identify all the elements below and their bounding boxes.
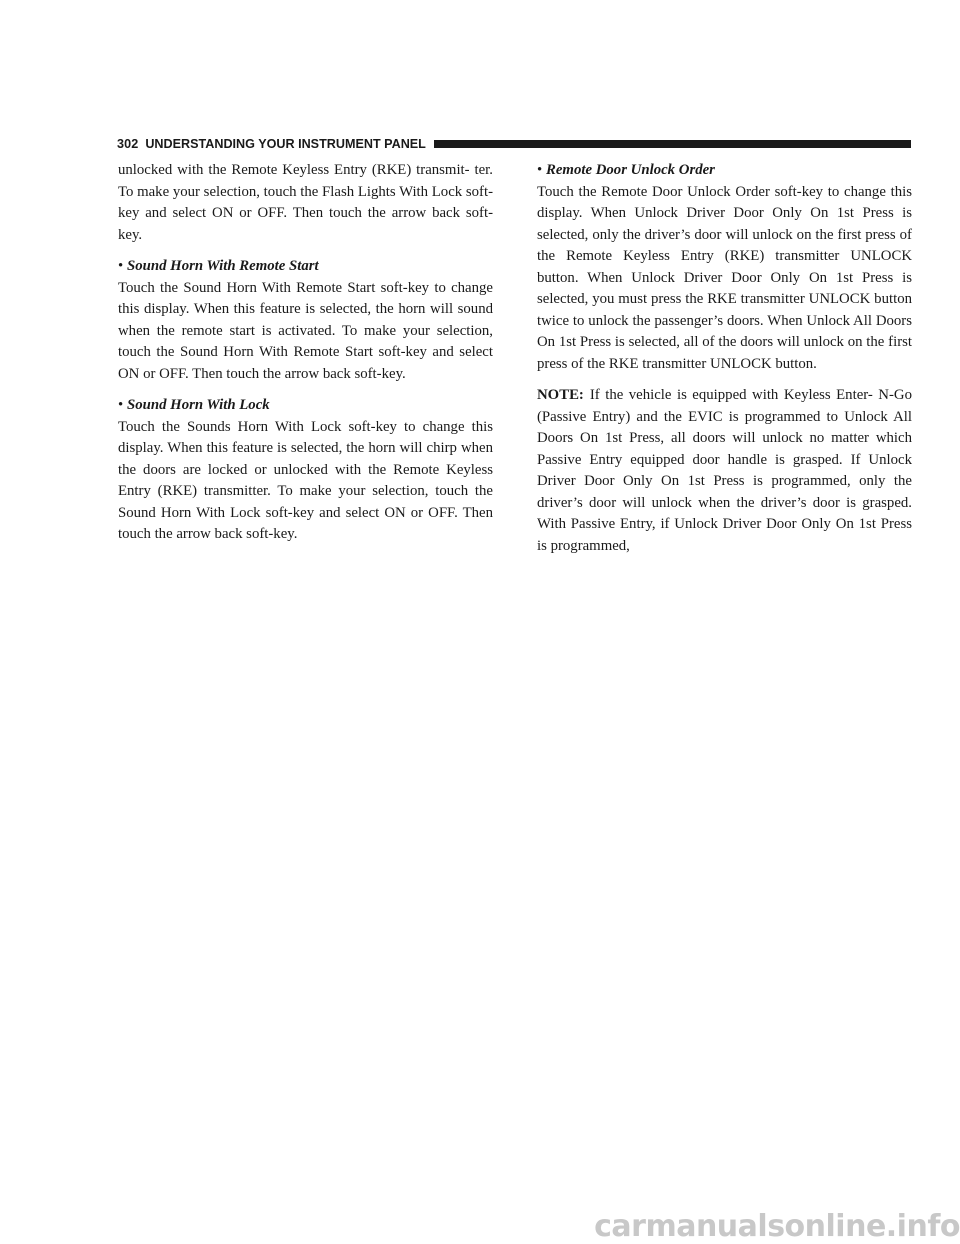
bullet-icon: • bbox=[537, 162, 543, 178]
header-rule bbox=[434, 140, 911, 148]
bullet-heading-remote-door-unlock-order bbox=[537, 160, 912, 182]
bullet-icon: • bbox=[118, 258, 124, 274]
paragraph: Touch the Sound Horn With Remote Start soft-key to change this display. When this feature is selected, the horn will sound when the remote start is activated. To make your selection, touch the Sound Horn With Remote Start soft-key and select ON or OFF. Then touch the arrow back soft-key. bbox=[118, 279, 493, 382]
right-column bbox=[537, 160, 912, 567]
bullet-title: Remote Door Unlock Order bbox=[546, 162, 715, 178]
note-paragraph bbox=[537, 385, 912, 557]
watermark bbox=[594, 1202, 960, 1242]
page-header bbox=[117, 134, 911, 154]
left-column bbox=[118, 160, 493, 556]
watermark-text: carmanualsonline.info bbox=[594, 1209, 960, 1244]
paragraph: Touch the Remote Door Unlock Order soft-key to change this display. When Unlock Driver Door Only On 1st Press is selected, only the driver’s door will unlock on the first press of the Remote Keyless Entry (RKE) transmitter UNLOCK button. When Unlock Driver Door Only On 1st Press is selected, you must press the RKE transmitter UNLOCK button twice to unlock the passenger’s doors. When Unlock All Doors On 1st Press is selected, all of the doors will unlock on the first press of the RKE transmitter UNLOCK button. bbox=[537, 183, 912, 372]
bullet-heading-sound-horn-remote-start bbox=[118, 256, 493, 278]
bullet-title: Sound Horn With Lock bbox=[127, 397, 270, 413]
paragraph: Touch the Sounds Horn With Lock soft-key to change this display. When this feature is selected, the horn will chirp when the doors are locked or unlocked with the Remote Keyless Entry (RKE) transmitter. To make your selection, touch the Sound Horn With Lock soft-key and select ON or OFF. Then touch the arrow back soft-key. bbox=[118, 418, 493, 542]
bullet-heading-sound-horn-lock bbox=[118, 395, 493, 417]
page-number: 302 bbox=[117, 137, 139, 151]
note-label: NOTE: bbox=[537, 387, 584, 403]
bullet-icon: • bbox=[118, 397, 124, 413]
note-text: If the vehicle is equipped with Keyless Enter- N-Go (Passive Entry) and the EVIC is programmed to Unlock All Doors On 1st Press, all doors will unlock no matter which Passive Entry equipped door handle is grasped. If Unlock Driver Door Only On 1st Press is programmed, only the driver’s door will unlock when the driver’s door is grasped. With Passive Entry, if Unlock Driver Door Only On 1st Press is programmed, bbox=[537, 387, 912, 554]
section-title: UNDERSTANDING YOUR INSTRUMENT PANEL bbox=[145, 137, 426, 151]
bullet-title: Sound Horn With Remote Start bbox=[127, 258, 319, 274]
paragraph: unlocked with the Remote Keyless Entry (RKE) transmit- ter. To make your selection, touch the Flash Lights With Lock soft-key and select ON or OFF. Then touch the arrow back soft-key. bbox=[118, 162, 493, 243]
